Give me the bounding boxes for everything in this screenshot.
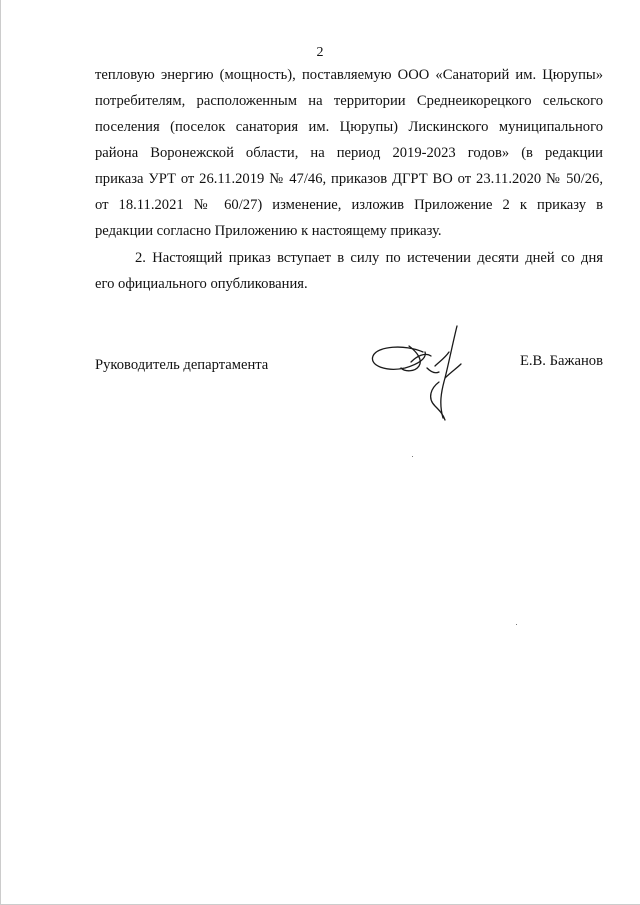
paragraph-1-line: района Воронежской области, на период 2019-2023 годов» (в редакции xyxy=(95,145,603,161)
paragraph-2-line: 2. Настоящий приказ вступает в силу по истечении десяти дней со дня xyxy=(135,250,603,266)
scan-speck xyxy=(516,624,517,625)
paragraph-2 xyxy=(95,245,603,297)
scan-edge-left xyxy=(0,0,1,905)
handwritten-signature xyxy=(365,322,475,422)
signer-name: Е.В. Бажанов xyxy=(519,353,603,369)
paragraph-1-line: редакции согласно Приложению к настоящему приказу. xyxy=(95,223,442,239)
paragraph-1-line: поселения (поселок санатория им. Цюрупы) Лискинского муниципального xyxy=(95,119,603,135)
paragraph-1-line: потребителям, расположенным на территории Среднеикорецкого сельского xyxy=(95,93,603,109)
paragraph-1-line: от 18.11.2021 № 60/27) изменение, изложив Приложение 2 к приказу в xyxy=(95,197,603,213)
paragraph-1 xyxy=(95,62,603,244)
paragraph-1-line: тепловую энергию (мощность), поставляемую ООО «Санаторий им. Цюрупы» xyxy=(95,67,603,83)
paragraph-2-line: его официального опубликования. xyxy=(95,276,308,292)
scan-speck xyxy=(412,456,413,457)
signer-title: Руководитель департамента xyxy=(95,357,269,373)
paragraph-1-line: приказа УРТ от 26.11.2019 № 47/46, приказов ДГРТ ВО от 23.11.2020 № 50/26, xyxy=(95,171,603,187)
page-number: 2 xyxy=(316,45,324,60)
